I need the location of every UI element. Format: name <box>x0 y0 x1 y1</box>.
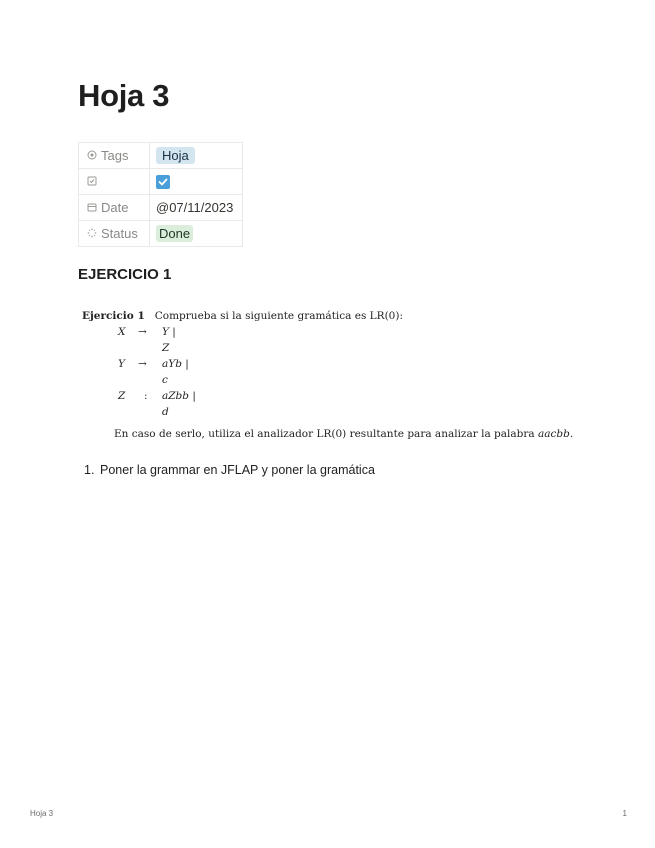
rule-arrow: → <box>138 326 147 338</box>
exercise-closing-end: . <box>569 428 574 440</box>
list-item <box>84 463 375 477</box>
calendar-icon <box>85 202 98 215</box>
grammar-rule <box>82 326 282 352</box>
property-key-tags <box>79 143 150 169</box>
grammar-rule <box>82 358 282 384</box>
rule-lhs: Z <box>118 390 126 402</box>
property-value-status[interactable] <box>150 221 243 247</box>
rule-arrow: → <box>138 358 147 370</box>
property-row-date <box>79 195 243 221</box>
property-label-tags: Tags <box>101 148 129 164</box>
rule-rhs: aZbb | <box>162 390 196 402</box>
page-title: Hoja 3 <box>78 78 170 113</box>
rule-alternative: Z <box>162 342 170 354</box>
exercise-image <box>82 306 602 442</box>
rule-rhs: Y | <box>162 326 176 338</box>
rule-arrow: : <box>144 390 148 402</box>
grammar-rule <box>82 390 282 416</box>
tag-pill[interactable]: Hoja <box>156 147 195 164</box>
property-value-date[interactable]: @07/11/2023 <box>150 195 243 221</box>
property-key-date <box>79 195 150 221</box>
rule-rhs: aYb | <box>162 358 189 370</box>
tag-icon <box>85 150 98 163</box>
rule-lhs: X <box>118 326 126 338</box>
footer-page-number: 1 <box>622 809 627 818</box>
exercise-closing-word: aacbb <box>537 428 570 440</box>
section-heading: EJERCICIO 1 <box>78 266 172 283</box>
property-row-checkbox <box>79 169 243 195</box>
property-key-checkbox <box>79 169 150 195</box>
rule-alternative: c <box>162 374 168 386</box>
exercise-statement-line <box>82 310 403 322</box>
exercise-label: Ejercicio 1 <box>82 310 145 322</box>
list-item-text: Poner la grammar en JFLAP y poner la gramática <box>100 463 375 477</box>
footer-page-title: Hoja 3 <box>30 809 54 818</box>
exercise-statement: Comprueba si la siguiente gramática es LR(0): <box>154 310 403 322</box>
exercise-closing-text: En caso de serlo, utiliza el analizador LR(0) resultante para analizar la palabra <box>114 428 535 440</box>
exercise-closing-line <box>114 428 573 440</box>
rule-lhs: Y <box>118 358 125 370</box>
list-item-number: 1. <box>84 463 95 477</box>
property-label-status: Status <box>101 226 138 242</box>
property-value-tags[interactable] <box>150 143 243 169</box>
checkbox-icon <box>85 176 98 189</box>
status-icon <box>85 228 98 241</box>
steps-list <box>84 463 375 477</box>
property-row-status <box>79 221 243 247</box>
property-row-tags <box>79 143 243 169</box>
property-label-date: Date <box>101 200 129 216</box>
rule-alternative: d <box>162 406 169 418</box>
checkbox-checked[interactable] <box>156 175 170 189</box>
property-value-checkbox[interactable] <box>150 169 243 195</box>
properties-table <box>78 142 243 247</box>
property-key-status <box>79 221 150 247</box>
status-pill[interactable]: Done <box>156 225 193 242</box>
